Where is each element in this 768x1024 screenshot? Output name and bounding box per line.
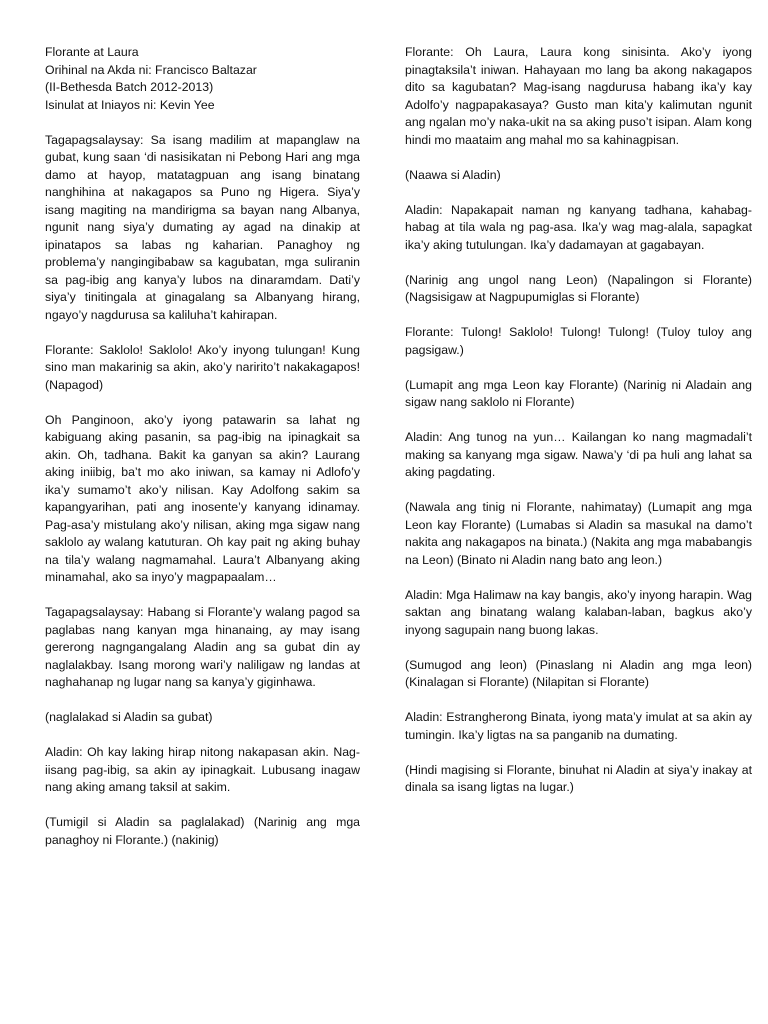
stage-direction: (Sumugod ang leon) (Pinaslang ni Aladin ang mga leon) (Kinalagan si Florante) (Nilapitan si Florante) xyxy=(405,657,752,689)
paragraph: Aladin: Mga Halimaw na kay bangis, ako’y inyong harapin. Wag saktan ang binatang walang kalaban-laban, bagkus ako’y inyong sagupain nang buong lakas. xyxy=(405,587,752,637)
stage-direction: (Nawala ang tinig ni Florante, nahimatay) (Lumapit ang mga Leon kay Florante) (Lumabas si Aladin sa masukal na damo’t nakita ang nakagapos na binata.) (Nakita ang mga mababangis na Leon) (Binato ni Aladin nang bato ang leon.) xyxy=(405,500,752,567)
right-column xyxy=(405,44,752,814)
stage-direction: (Narinig ang ungol nang Leon) (Napalingon si Florante) (Nagsisigaw at Nagpupumiglas si Florante) xyxy=(405,272,752,304)
stage-direction: (Tumigil si Aladin sa paglalakad) (Narinig ang mga panaghoy ni Florante.) (nakinig) xyxy=(45,815,360,847)
stage-direction: (Naawa si Aladin) xyxy=(405,167,501,182)
original-author-line: Orihinal na Akda ni: Francisco Baltazar xyxy=(45,62,257,77)
paragraph: Tagapagsalaysay: Habang si Florante’y walang pagod sa paglabas nang kanyan mga hinanaing, ay may isang gererong nagngangalang Aladin ang sa gubat din ay naglalakbay. Isang morong wari’y naliligaw ng landas at naghahanap ng lugar nang sa kanya’y giginhawa. xyxy=(45,605,360,689)
document-title: Florante at Laura xyxy=(45,45,139,59)
stage-direction: (naglalakad si Aladin sa gubat) xyxy=(45,710,213,724)
paragraph: Florante: Tulong! Saklolo! Tulong! Tulong! (Tuloy tuloy ang pagsigaw.) xyxy=(405,325,752,357)
stage-direction: (Lumapit ang mga Leon kay Florante) (Narinig ni Aladain ang sigaw nang saklolo ni Florante) xyxy=(405,377,752,409)
paragraph: Oh Panginoon, ako’y iyong patawarin sa lahat ng kabiguang aking pasanin, sa pag-ibig na ipinagkait sa akin. Oh, tadhana. Bakit ka ganyan sa akin? Laurang aking iniibig, ba’t mo ako iniwan, sa kamay ni Adlofo’y ika’y sumamo’t ako’y nilisan. Kay Adolfong sakim sa kapangyarihan, pati ang inosente’y kanyang idinamay. Pag-asa’y mistulang ako’y nilisan, aking mga sigaw nang saklolo ay walang katuturan. Oh kay pait ng aking buhay na tila’y walang nagmamahal. Laura’t Albanyang aking minamahal, ako sa inyo’y magpapaalam… xyxy=(45,412,360,584)
stage-direction: (Hindi magising si Florante, binuhat ni Aladin at siya’y inakay at dinala sa isang ligtas na lugar.) xyxy=(405,762,752,794)
paragraph: Aladin: Ang tunog na yun… Kailangan ko nang magmadali’t making sa kanyang mga sigaw. Nawa’y ‘di pa huli ang lahat sa aking pagdating. xyxy=(405,430,752,479)
paragraph: Florante: Saklolo! Saklolo! Ako’y inyong tulungan! Kung sino man makarinig sa akin, ako’y naririto’t nakakagapos! (Napagod) xyxy=(45,342,360,392)
batch-line: (II-Bethesda Batch 2012-2013) xyxy=(45,80,214,94)
document-header xyxy=(45,44,360,114)
paragraph: Aladin: Estrangherong Binata, iyong mata’y imulat at sa akin ay tumingin. Ika’y ligtas na sa panganib na dumating. xyxy=(405,710,752,742)
paragraph: Tagapagsalaysay: Sa isang madilim at mapanglaw na gubat, kung saan ‘di nasisikatan ni Pebong Hari ang mga damo at hayop, matatagpuan ang isang binatang nanghihina at nakagapos sa Puno ng Higera. Siya’y isang magiting na mandirigma sa bayan nang Albanya, ngunit nang siya’y dumating ay agad na dinakip at ipinatapos sa labas ng kaharian. Panaghoy ng problema’y nangingibabaw sa kagubatan, mga suliranin sa pag-ibig ang kanya’y lubos na dinaramdam. Dati’y siya’y tinitingala at ginagalang sa Albanyang hirang, ngayo’y nagdurusa sa kaliluha’t kahirapan. xyxy=(45,132,360,322)
paragraph: Aladin: Oh kay laking hirap nitong nakapasan akin. Nag-iisang pag-ibig, sa akin ay ipinagkait. Lubusang inagaw nang aking amang taksil at sakim. xyxy=(45,745,360,794)
adapter-line: Isinulat at Iniayos ni: Kevin Yee xyxy=(45,97,215,112)
paragraph: Aladin: Napakapait naman ng kanyang tadhana, kahabag-habag at tila wala ng pag-asa. Ika’y wag mag-alala, sapagkat ika’y aking tutulungan. Ika’y dadamayan at gagabayan. xyxy=(405,202,752,252)
left-column xyxy=(45,44,360,867)
paragraph: Florante: Oh Laura, Laura kong sinisinta. Ako’y iyong pinagtaksila’t iniwan. Hahayaan mo lang ba akong nakagapos dito sa kagubatan? Mag-isang nagdurusa habang ika’y kay Adolfo’y nagpapakasaya? Gusto man kita’y kalimutan ngunit ang ngalan mo’y naka-ukit na sa aking puso’t isipan. Alam kong hindi mo maataim ang mahal mo sa kahinagpisan. xyxy=(405,45,752,147)
